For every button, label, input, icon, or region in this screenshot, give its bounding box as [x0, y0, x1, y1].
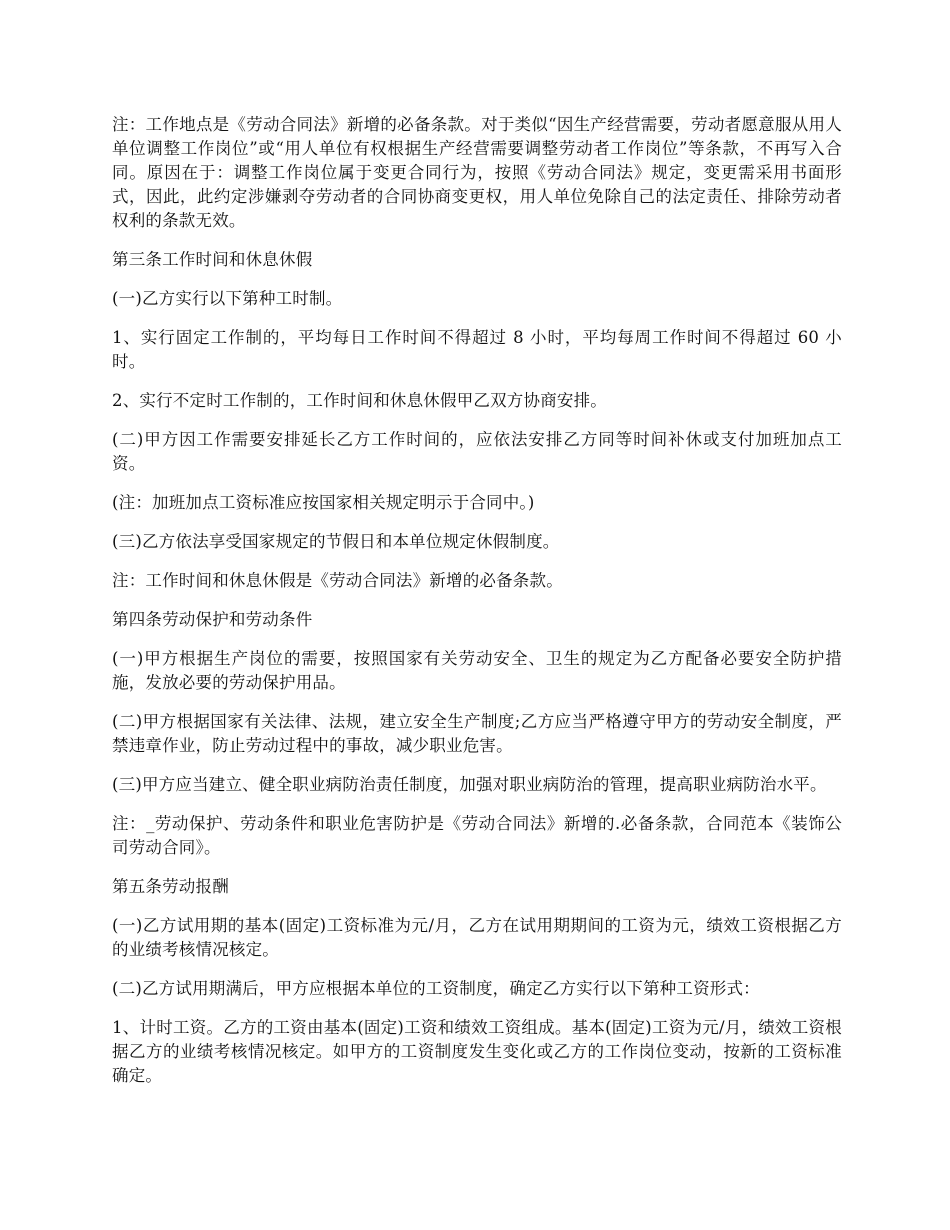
article-5-heading: 第五条劳动报酬	[112, 877, 229, 896]
article-4-clause-1: (一)甲方根据生产岗位的需要，按照国家有关劳动安全、卫生的规定为乙方配备必要安全防护措施，发放必要的劳动保护用品。	[112, 649, 842, 692]
note-working-hours: 注：工作时间和休息休假是《劳动合同法》新增的必备条款。	[112, 571, 563, 590]
article-3-clause-1: (一)乙方实行以下第种工时制。	[112, 289, 343, 308]
article-3-overtime-note: (注：加班加点工资标准应按国家相关规定明示于合同中。)	[112, 493, 535, 512]
article-3-item-2: 2、实行不定时工作制的，工作时间和休息休假甲乙双方协商安排。	[112, 391, 607, 410]
article-3-clause-3: (三)乙方依法享受国家规定的节假日和本单位规定休假制度。	[112, 532, 560, 551]
article-3-clause-2: (二)甲方因工作需要安排延长乙方工作时间的，应依法安排乙方同等时间补休或支付加班加点工资。	[112, 430, 842, 473]
article-4-clause-3: (三)甲方应当建立、健全职业病防治责任制度，加强对职业病防治的管理，提高职业病防治水平。	[112, 775, 827, 794]
article-5-clause-1: (一)乙方试用期的基本(固定)工资标准为元/月，乙方在试用期期间的工资为元，绩效工资根据乙方的业绩考核情况核定。	[112, 916, 842, 959]
article-5-clause-2: (二)乙方试用期满后，甲方应根据本单位的工资制度，确定乙方实行以下第种工资形式：	[112, 979, 760, 998]
note-work-location: 注：工作地点是《劳动合同法》新增的必备条款。对于类似“因生产经营需要，劳动者愿意服从用人单位调整工作岗位”或“用人单位有权根据生产经营需要调整劳动者工作岗位”等条款，不再写入合同。原因在于：调整工作岗位属于变更合同行为，按照《劳动合同法》规定，变更需采用书面形式，因此，此约定涉嫌剥夺劳动者的合同协商变更权，用人单位免除自己的法定责任、排除劳动者权利的条款无效。	[112, 115, 842, 230]
article-3-heading: 第三条工作时间和休息休假	[112, 250, 313, 269]
note-labor-protection: 注：_劳动保护、劳动条件和职业危害防护是《劳动合同法》新增的.必备条款，合同范本《装饰公司劳动合同》。	[112, 814, 842, 857]
article-5-item-1: 1、计时工资。乙方的工资由基本(固定)工资和绩效工资组成。基本(固定)工资为元/月，绩效工资根据乙方的业绩考核情况核定。如甲方的工资制度发生变化或乙方的工作岗位变动，按新的工资标准确定。	[112, 1018, 842, 1085]
article-4-clause-2: (二)甲方根据国家有关法律、法规，建立安全生产制度;乙方应当严格遵守甲方的劳动安全制度，严禁违章作业，防止劳动过程中的事故，减少职业危害。	[112, 712, 842, 755]
article-3-item-1: 1、实行固定工作制的，平均每日工作时间不得超过 8 小时，平均每周工作时间不得超过 60 小时。	[112, 328, 842, 371]
article-4-heading: 第四条劳动保护和劳动条件	[112, 610, 313, 629]
document-page	[112, 113, 842, 1103]
